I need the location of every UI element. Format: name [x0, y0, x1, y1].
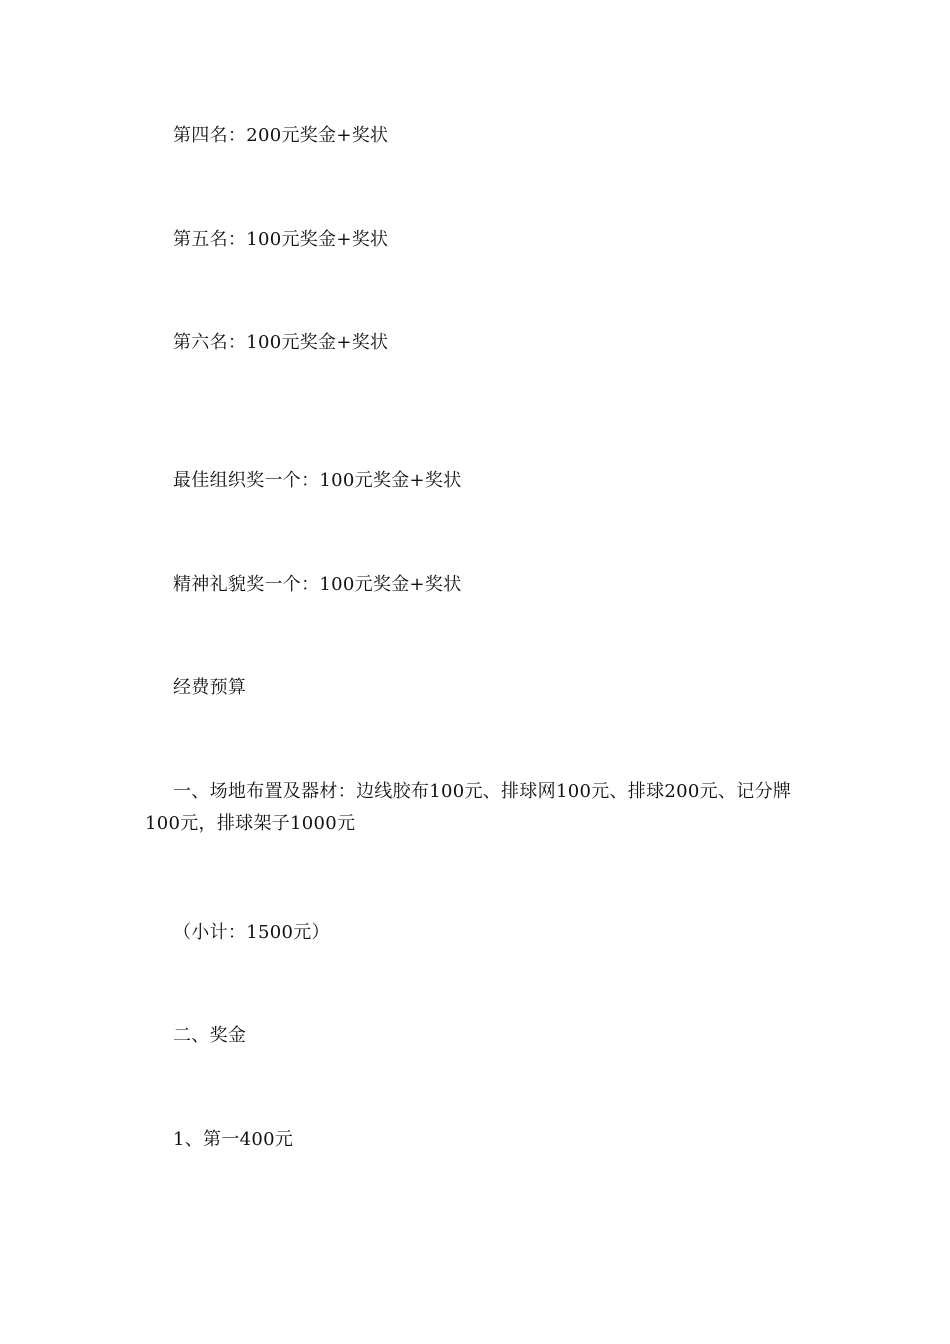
subtotal-line: （小计：1500元） — [173, 922, 330, 943]
budget-heading: 经费预算 — [173, 677, 247, 698]
prize-fourth-place: 第四名：200元奖金+奖状 — [173, 125, 389, 146]
prize-sixth-place: 第六名：100元奖金+奖状 — [173, 332, 389, 353]
equipment-paragraph: 一、场地布置及器材：边线胶布100元、排球网100元、排球200元、记分牌100元，排球架子1000元 — [145, 781, 792, 834]
section-two-heading: 二、奖金 — [173, 1025, 247, 1046]
prize-best-organization: 最佳组织奖一个：100元奖金+奖状 — [173, 470, 462, 491]
prize-fifth-place: 第五名：100元奖金+奖状 — [173, 229, 389, 250]
prize-sportsmanship: 精神礼貌奖一个：100元奖金+奖状 — [173, 574, 462, 595]
first-place-bonus-line: 1、第一400元 — [173, 1129, 294, 1150]
